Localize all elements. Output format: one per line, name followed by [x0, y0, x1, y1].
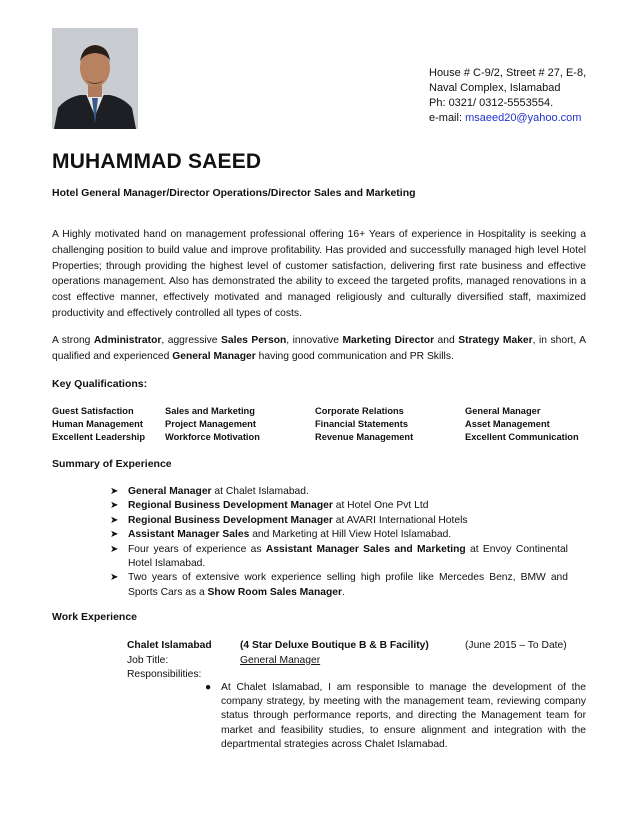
- job-entry: [127, 639, 587, 683]
- email-label: e-mail:: [429, 112, 466, 124]
- text-fragment: At Chalet Islamabad, I am responsible to manage the development of the company strategy, by meeting with the management team, reviewing company status through performance reports, and directing the Management team for market and feasibility studies, to ensure alignment and integration with the departmental strategies across Chalet Islamabad.: [221, 682, 586, 750]
- text-fragment: , aggressive: [161, 335, 221, 346]
- job-title-row: [127, 654, 587, 669]
- text-fragment: , in short, A qualified and experienced: [52, 335, 587, 362]
- summary-item: [110, 571, 568, 600]
- strengths-paragraph: [52, 333, 586, 365]
- key-qualifications-heading: Key Qualifications:: [52, 378, 148, 390]
- portrait-image: [52, 28, 138, 129]
- qualification-item: General Manager: [465, 406, 541, 416]
- bold-fragment: Regional Business Development Manager: [128, 500, 333, 512]
- company-name: Chalet Islamabad: [127, 640, 212, 651]
- qualification-item: Excellent Leadership: [52, 432, 146, 442]
- text-fragment: and Marketing at Hill View Hotel Islamabad.: [249, 529, 452, 541]
- qualification-item: Excellent Communication: [465, 432, 579, 442]
- qualification-item: Financial Statements: [315, 419, 408, 429]
- summary-item: [110, 499, 568, 513]
- qualification-item: Human Management: [52, 419, 143, 429]
- arrow-bullet-icon: ➤: [110, 572, 119, 584]
- qualification-column: [165, 405, 260, 444]
- text-fragment: at Envoy Continental Hotel Islamabad.: [128, 543, 568, 570]
- responsibilities-label: Responsibilities:: [127, 669, 202, 680]
- qualification-item: Revenue Management: [315, 432, 414, 442]
- qualification-item: Sales and Marketing: [165, 406, 255, 416]
- address-line-2: Naval Complex, Islamabad: [429, 82, 561, 94]
- qualification-column: [465, 405, 579, 444]
- text-fragment: Two years of extensive work experience selling high profile like Mercedes Benz, BMW and Sports Cars as a: [128, 572, 568, 598]
- bold-fragment: Assistant Manager Sales and Marketing: [265, 543, 466, 555]
- job-title-value: General Manager: [240, 654, 321, 666]
- employment-dates: (June 2015 – To Date): [465, 640, 567, 651]
- arrow-bullet-icon: ➤: [110, 543, 119, 555]
- bold-fragment: Assistant Manager Sales: [128, 529, 250, 541]
- job-header-row: [127, 639, 587, 654]
- text-fragment: having good communication and PR Skills.: [255, 350, 454, 362]
- job-title-label: Job Title:: [127, 654, 169, 666]
- qualification-column: [315, 405, 413, 444]
- summary-heading: Summary of Experience: [52, 458, 172, 470]
- profile-paragraph: A Highly motivated hand on management professional offering 16+ Years of experience in Hospitality is seeking a challenging position to build value and improve profitability. Has provided and successfully managed high level Hotel Properties; through providing the highest level of customer satisfaction, delivering first rate business and effective operations management. Also has demonstrated the ability to exceed the targeted profits, managed renovations in a cost effective manner, effectively motivated and managed religiously and culturally diversified staff, maximized productivity and effectively controlled all types of costs.: [52, 229, 586, 319]
- qualification-item: Workforce Motivation: [165, 432, 260, 442]
- text-fragment: Four years of experience as: [128, 543, 266, 555]
- contact-block: [429, 66, 586, 126]
- summary-list: [110, 485, 568, 600]
- text-fragment: at Chalet Islamabad.: [211, 486, 309, 497]
- qualification-item: Project Management: [165, 419, 256, 429]
- summary-item: [110, 528, 568, 542]
- arrow-bullet-icon: ➤: [110, 529, 119, 541]
- summary-item: [110, 514, 568, 528]
- qualification-item: Guest Satisfaction: [52, 406, 134, 416]
- job-title-headline: Hotel General Manager/Director Operations/Director Sales and Marketing: [52, 187, 416, 199]
- bold-fragment: Administrator: [93, 335, 162, 346]
- address-line-1: House # C-9/2, Street # 27, E-8,: [429, 67, 587, 79]
- email-link[interactable]: msaeed20@yahoo.com: [465, 112, 582, 124]
- text-fragment: at AVARI International Hotels: [332, 514, 468, 526]
- text-fragment: and: [434, 335, 459, 346]
- responsibilities-list: [205, 681, 586, 752]
- qualification-column: [52, 405, 145, 444]
- bold-fragment: Sales Person: [221, 335, 287, 346]
- bold-fragment: General Manager: [128, 486, 212, 497]
- text-fragment: at Hotel One Pvt Ltd: [332, 500, 429, 512]
- phone-number: Ph: 0321/ 0312-5553554.: [429, 97, 554, 109]
- bold-fragment: General Manager: [172, 350, 256, 362]
- profile-photo: [52, 28, 138, 129]
- bullet-icon: ●: [205, 682, 212, 693]
- email-line: [429, 111, 586, 126]
- facility-type: (4 Star Deluxe Boutique B & B Facility): [240, 640, 429, 651]
- text-fragment: A strong: [52, 335, 94, 346]
- summary-item: [110, 543, 568, 572]
- qualification-item: Corporate Relations: [315, 406, 404, 416]
- arrow-bullet-icon: ➤: [110, 514, 119, 526]
- bold-fragment: Show Room Sales Manager: [207, 586, 343, 598]
- bold-fragment: Strategy Maker: [458, 335, 533, 346]
- work-experience-heading: Work Experience: [52, 611, 138, 623]
- candidate-name: MUHAMMAD SAEED: [52, 150, 262, 173]
- text-fragment: .: [342, 586, 345, 598]
- summary-item: [110, 485, 568, 499]
- responsibility-item: [205, 681, 586, 752]
- arrow-bullet-icon: ➤: [110, 500, 119, 512]
- qualification-item: Asset Management: [465, 419, 550, 429]
- arrow-bullet-icon: ➤: [110, 486, 119, 497]
- bold-fragment: Regional Business Development Manager: [128, 514, 333, 526]
- text-fragment: , innovative: [286, 335, 343, 346]
- bold-fragment: Marketing Director: [342, 335, 435, 346]
